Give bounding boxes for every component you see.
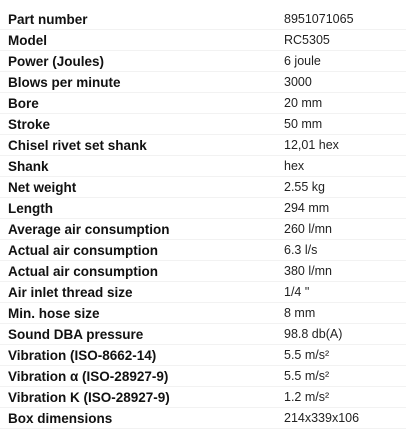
table-row: [0, 135, 406, 156]
spec-value-actual-air-consumption-ls: 6.3 l/s: [284, 243, 318, 257]
spec-label-actual-air-consumption-ls: Actual air consumption: [8, 242, 159, 258]
table-row: [0, 324, 406, 345]
table-row: [0, 282, 406, 303]
spec-label-part-number: Part number: [8, 11, 88, 27]
table-row: [0, 345, 406, 366]
spec-value-blows-per-minute: 3000: [284, 75, 312, 89]
spec-value-average-air-consumption: 260 l/mn: [284, 222, 332, 236]
spec-value-actual-air-consumption-lmn: 380 l/mn: [284, 264, 332, 278]
spec-label-chisel-rivet-set-shank: Chisel rivet set shank: [8, 137, 147, 153]
table-row: [0, 387, 406, 408]
spec-value-part-number: 8951071065: [284, 12, 354, 26]
spec-value-net-weight: 2.55 kg: [284, 180, 326, 194]
spec-value-box-dimensions: 214x339x106: [284, 411, 360, 425]
spec-label-vibration-alpha: Vibration α (ISO-28927-9): [8, 368, 169, 384]
spec-label-shank: Shank: [8, 158, 49, 174]
spec-value-air-inlet-thread-size: 1/4 ": [284, 285, 310, 299]
spec-value-min-hose-size: 8 mm: [284, 306, 316, 320]
table-row: [0, 219, 406, 240]
table-row: [0, 156, 406, 177]
table-row: [0, 9, 406, 30]
table-row: [0, 30, 406, 51]
table-row: [0, 240, 406, 261]
table-row: [0, 408, 406, 429]
spec-label-blows-per-minute: Blows per minute: [8, 74, 121, 90]
spec-label-stroke: Stroke: [8, 116, 51, 132]
spec-label-length: Length: [8, 200, 53, 216]
spec-label-sound-dba-pressure: Sound DBA pressure: [8, 326, 144, 342]
table-row: [0, 114, 406, 135]
spec-label-air-inlet-thread-size: Air inlet thread size: [8, 284, 133, 300]
spec-label-box-dimensions: Box dimensions: [8, 410, 113, 426]
spec-value-vibration-k: 1.2 m/s²: [284, 390, 330, 404]
table-row: [0, 303, 406, 324]
table-row: [0, 366, 406, 387]
table-row: [0, 177, 406, 198]
spec-label-bore: Bore: [8, 95, 39, 111]
spec-label-vibration-iso-8662: Vibration (ISO-8662-14): [8, 347, 157, 363]
spec-value-stroke: 50 mm: [284, 117, 323, 131]
spec-value-vibration-alpha: 5.5 m/s²: [284, 369, 330, 383]
spec-label-average-air-consumption: Average air consumption: [8, 221, 170, 237]
table-row: [0, 198, 406, 219]
spec-label-actual-air-consumption-lmn: Actual air consumption: [8, 263, 159, 279]
spec-label-vibration-k: Vibration K (ISO-28927-9): [8, 389, 170, 405]
table-row: [0, 261, 406, 282]
spec-value-bore: 20 mm: [284, 96, 323, 110]
spec-value-chisel-rivet-set-shank: 12,01 hex: [284, 138, 339, 152]
spec-label-model: Model: [8, 32, 47, 48]
spec-value-model: RC5305: [284, 33, 330, 47]
spec-value-shank: hex: [284, 159, 305, 173]
spec-value-vibration-iso-8662: 5.5 m/s²: [284, 348, 330, 362]
table-row: [0, 72, 406, 93]
spec-value-sound-dba-pressure: 98.8 db(A): [284, 327, 343, 341]
table-row: [0, 93, 406, 114]
spec-value-length: 294 mm: [284, 201, 330, 215]
spec-value-power: 6 joule: [284, 54, 321, 68]
spec-label-min-hose-size: Min. hose size: [8, 305, 100, 321]
spec-label-power: Power (Joules): [8, 53, 105, 69]
spec-label-net-weight: Net weight: [8, 179, 77, 195]
table-row: [0, 51, 406, 72]
